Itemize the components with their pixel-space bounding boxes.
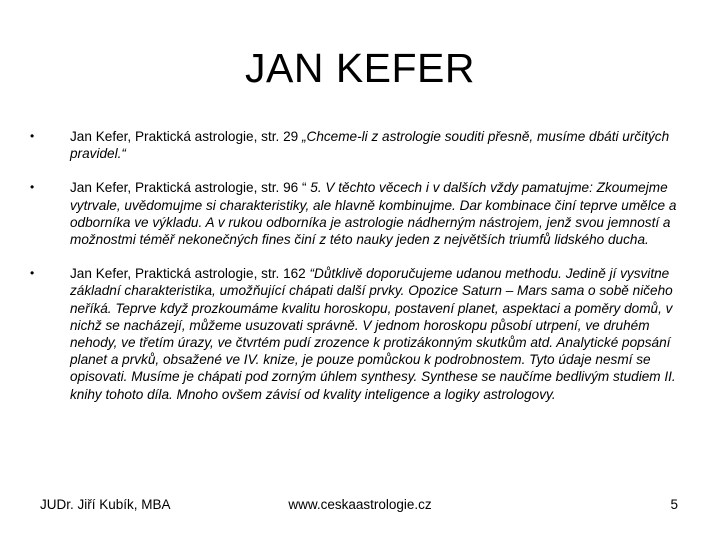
citation-quote: “Důtklivě doporučujeme udanou methodu. Jedině jí vysvitne základní charakteristika, umožňující chápati další prvky. Opozice Saturn – Mars sama o sobě ničeho neříká. Teprve když prozkoumáme kvalitu horoskopu, postavení planet, aspektaci a poměry domů, v nichž se nacházejí, můžeme usuzovati správně. V jednom horoskopu působí utrpení, ve druhém nehody, ve třetím úrazy, ve čtvrtém pudí zrozence k protizákonným skutkům atd. Analytické popsání planet a prvků, obsažené ve IV. knize, je pouze pomůckou k podrobnostem. Tyto údaje nesmí se opisovati. Musíme je chápati pod zorným úhlem synthesy. Synthese se naučíme bedlivým studiem II. knihy tohoto díla. Mnoho ovšem závisí od kvality inteligence a logiky astrologovy. xyxy=(70,266,676,402)
citation-source: Jan Kefer, Praktická astrologie, str. 162 xyxy=(70,266,310,282)
bullet-dot-icon: • xyxy=(30,266,35,281)
bullet-dot-icon: • xyxy=(30,180,35,195)
citation-source: Jan Kefer, Praktická astrologie, str. 96 “ xyxy=(70,180,311,196)
footer-author: JUDr. Jiří Kubík, MBA xyxy=(40,497,171,512)
footer-website: www.ceskaastrologie.cz xyxy=(288,497,432,512)
footer-page-number: 5 xyxy=(670,497,678,512)
bullet-item xyxy=(30,265,680,403)
bullet-dot-icon: • xyxy=(30,129,35,143)
bullet-item xyxy=(30,128,680,162)
citation-quote: 5. V těchto věcech i v dalších vždy pamatujme: Zkoumejme vytrvale, uvědomujme si charakteristiky, ale hlavně kombinujme. Dar kombinace činí teprve umělce a odborníka ve výkladu. A v rukou odborníka je astrologie nádherným nástrojem, jenž svou jemností a možnostmi téměř nekonečných fines činí z této nauky jeden z největších triumfů lidského ducha. xyxy=(70,180,677,248)
bullet-list xyxy=(30,128,680,403)
citation-quote: „Chceme-li z astrologie souditi přesně, musíme dbáti určitých pravidel.“ xyxy=(70,129,670,162)
citation-source: Jan Kefer, Praktická astrologie, str. 29 xyxy=(70,129,302,144)
slide-title: JAN KEFER xyxy=(244,45,476,91)
bullet-item xyxy=(30,179,680,248)
